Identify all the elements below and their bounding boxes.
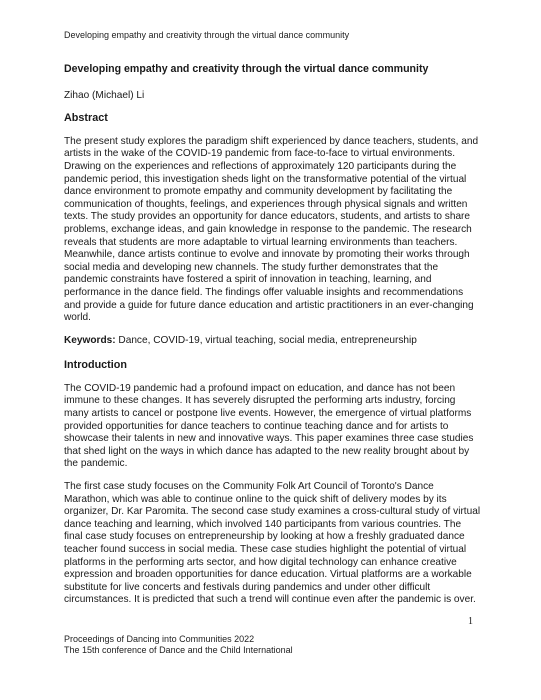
introduction-paragraph-2: The first case study focuses on the Community Folk Art Council of Toronto's Dance Marathon, which was able to continue online to the quick shift of delivery modes by its organizer, Dr. Kar Paromita. The second case study examines a cross-cultural study of virtual dance teaching and learning, which involved 140 participants from various countries. The final case study focuses on entrepreneurship by looking at how a freshly graduated dance teacher found success in social media. These case studies highlight the potential of virtual platforms in the performing arts sector, and how digital technology can enhance creative expression and broaden opportunities for dance education. Virtual platforms are a workable substitute for live concerts and festivals during pandemics and under other difficult circumstances. It is predicted that such a trend will continue even after the pandemic is over.	[64, 481, 481, 606]
keywords-line	[64, 335, 482, 348]
footer-proceedings: Proceedings of Dancing into Communities 2022	[64, 634, 255, 644]
page-number: 1	[468, 616, 473, 627]
introduction-paragraph-1: The COVID-19 pandemic had a profound impact on education, and dance has not been immune to these changes. It has severely disrupted the performing arts industry, forcing many artists to cancel or postpone live events. However, the emergence of virtual platforms provided opportunities for dance teachers to continue teaching dance and for artists to showcase their talents in new and innovative ways. This paper examines three case studies that shed light on the ways in which dance has adapted to the new reality brought about by the pandemic.	[64, 382, 474, 470]
footer-conference: The 15th conference of Dance and the Child International	[64, 645, 293, 655]
author-name: Zihao (Michael) Li	[64, 89, 145, 101]
page-footer	[64, 634, 293, 656]
paper-body	[64, 63, 482, 617]
keywords-text: Dance, COVID-19, virtual teaching, social media, entrepreneurship	[115, 334, 417, 346]
abstract-text: The present study explores the paradigm shift experienced by dance teachers, students, and artists in the wake of the COVID-19 pandemic from face-to-face to virtual environments. Drawing on the experiences and reflections of approximately 120 participants during the pandemic period, this investigation sheds light on the transformative potential of the virtual dance environment to promote empathy and community development by facilitating the communication of thoughts, feelings, and experiences through physical signals and written texts. The study provides an opportunity for dance educators, students, and artists to share problems, exchange ideas, and gain knowledge in response to the pandemic. The research reveals that students are more adaptable to virtual learning environments than teachers. Meanwhile, dance artists continue to evolve and innovate by promoting their works through social media and developing new channels. The study further demonstrates that the pandemic constraints have fostered a spirit of innovation in teaching, learning, and performance in the dance field. The findings offer valuable insights and recommendations and provide a guide for future dance education and artistic practitioners in an ever-changing world.	[64, 135, 479, 324]
running-header: Developing empathy and creativity through the virtual dance community	[64, 30, 350, 40]
keywords-label: Keywords:	[64, 334, 116, 346]
paper-title: Developing empathy and creativity through the virtual dance community	[64, 63, 429, 75]
introduction-heading: Introduction	[64, 359, 127, 372]
abstract-heading: Abstract	[64, 112, 108, 125]
